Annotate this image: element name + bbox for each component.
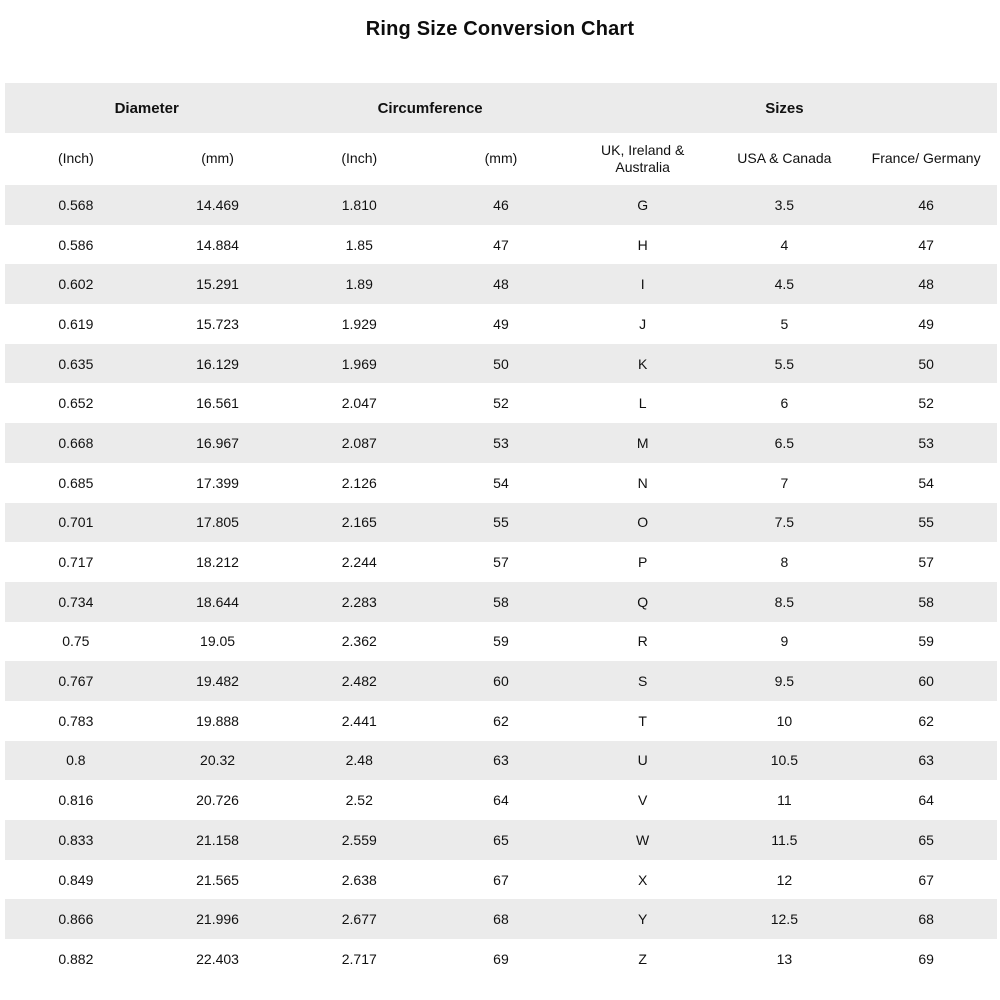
table-cell: V <box>637 792 648 809</box>
table-cell: 21.158 <box>196 831 239 848</box>
table-cell: 0.734 <box>58 593 94 610</box>
table-cell: 2.087 <box>341 434 377 451</box>
table-cell: 12.5 <box>770 911 798 928</box>
table-cell: W <box>636 831 650 848</box>
table-row <box>5 185 997 225</box>
table-cell: T <box>638 712 647 729</box>
column-header-diameter-mm: (mm) <box>201 150 234 167</box>
table-cell: 3.5 <box>774 196 795 213</box>
table-cell: 13 <box>776 950 793 967</box>
table-row <box>5 661 997 701</box>
table-cell: 5.5 <box>774 355 795 372</box>
table-cell: 2.48 <box>345 752 373 769</box>
table-cell: 54 <box>493 474 509 491</box>
table-row <box>5 701 997 741</box>
table-cell: 2.244 <box>341 554 377 571</box>
table-cell: M <box>636 434 649 451</box>
column-header-usa-canada: USA & Canada <box>737 150 832 167</box>
table-cell: 65 <box>493 831 509 848</box>
table-cell: 10.5 <box>770 752 798 769</box>
table-cell: 58 <box>493 593 509 610</box>
table-cell: R <box>637 633 648 650</box>
table-cell: 1.969 <box>341 355 377 372</box>
table-cell: 0.882 <box>58 950 94 967</box>
table-cell: 49 <box>918 315 934 332</box>
table-cell: 6.5 <box>774 434 795 451</box>
table-cell: 18.212 <box>196 554 239 571</box>
table-row <box>5 622 997 662</box>
table-cell: 21.996 <box>196 911 239 928</box>
table-cell: 53 <box>493 434 509 451</box>
column-header-circumference-inch: (Inch) <box>341 150 378 167</box>
table-row <box>5 344 997 384</box>
table-cell: 53 <box>918 434 934 451</box>
table-cell: 2.52 <box>345 792 373 809</box>
table-row <box>5 860 997 900</box>
table-cell: 69 <box>493 950 509 967</box>
table-cell: X <box>637 871 648 888</box>
table-cell: 64 <box>493 792 509 809</box>
column-header-uk-ireland-australia: UK, Ireland & Australia <box>601 141 685 175</box>
table-row <box>5 383 997 423</box>
table-cell: 7 <box>780 474 789 491</box>
table-cell: 47 <box>493 236 509 253</box>
table-row <box>5 423 997 463</box>
table-cell: 18.644 <box>196 593 239 610</box>
table-cell: 11.5 <box>771 831 798 848</box>
table-row <box>5 582 997 622</box>
table-cell: 69 <box>918 950 934 967</box>
table-cell: 0.652 <box>58 395 94 412</box>
table-cell: 2.126 <box>341 474 377 491</box>
table-cell: 19.482 <box>196 673 239 690</box>
table-cell: 8 <box>780 554 789 571</box>
table-row <box>5 304 997 344</box>
table-cell: 0.8 <box>66 752 86 769</box>
table-cell: 57 <box>493 554 509 571</box>
table-cell: P <box>637 554 648 571</box>
group-header-row <box>5 83 997 133</box>
table-cell: 2.362 <box>341 633 377 650</box>
table-cell: 17.399 <box>196 474 239 491</box>
table-body <box>5 185 997 979</box>
table-cell: 58 <box>918 593 934 610</box>
table-cell: 20.32 <box>200 752 236 769</box>
table-cell: 62 <box>493 712 509 729</box>
table-cell: 16.129 <box>196 355 239 372</box>
table-cell: 60 <box>918 673 934 690</box>
table-row <box>5 503 997 543</box>
table-cell: S <box>637 673 648 690</box>
table-cell: H <box>637 236 648 253</box>
table-cell: 47 <box>918 236 934 253</box>
table-cell: 0.866 <box>58 911 94 928</box>
table-cell: 0.602 <box>58 276 94 293</box>
table-cell: 63 <box>918 752 934 769</box>
table-cell: Z <box>638 950 647 967</box>
table-row <box>5 542 997 582</box>
table-cell: 59 <box>918 633 934 650</box>
table-cell: 63 <box>493 752 509 769</box>
table-cell: 17.805 <box>196 514 239 531</box>
table-row <box>5 225 997 265</box>
table-cell: 0.783 <box>58 712 94 729</box>
table-cell: 0.619 <box>58 315 94 332</box>
table-cell: 0.767 <box>58 673 94 690</box>
table-cell: 2.559 <box>341 831 377 848</box>
table-cell: 0.685 <box>58 474 94 491</box>
table-cell: 68 <box>493 911 509 928</box>
table-cell: 1.810 <box>341 196 377 213</box>
table-cell: 1.929 <box>341 315 377 332</box>
table-cell: 5 <box>780 315 789 332</box>
table-cell: 0.717 <box>58 554 94 571</box>
table-cell: 64 <box>918 792 934 809</box>
table-cell: 2.047 <box>341 395 377 412</box>
table-cell: L <box>638 395 647 412</box>
column-header-circumference-mm: (mm) <box>484 150 518 167</box>
table-cell: 6 <box>780 395 789 412</box>
table-row <box>5 780 997 820</box>
table-cell: 55 <box>918 514 934 531</box>
table-cell: 16.967 <box>196 434 239 451</box>
table-cell: 2.165 <box>341 514 377 531</box>
table-cell: 9 <box>780 633 789 650</box>
table-cell: 2.482 <box>341 673 377 690</box>
table-row <box>5 741 997 781</box>
table-cell: 57 <box>918 554 934 571</box>
table-cell: Y <box>637 911 648 928</box>
table-cell: 0.586 <box>58 236 94 253</box>
table-cell: 7.5 <box>774 514 795 531</box>
table-cell: 20.726 <box>196 792 239 809</box>
table-cell: Q <box>637 593 649 610</box>
table-cell: 15.723 <box>196 315 239 332</box>
table-row <box>5 264 997 304</box>
table-cell: 19.888 <box>196 712 239 729</box>
table-cell: 67 <box>493 871 509 888</box>
table-cell: 68 <box>918 911 934 928</box>
table-cell: 2.677 <box>341 911 377 928</box>
table-cell: N <box>637 474 648 491</box>
table-cell: 65 <box>918 831 934 848</box>
column-header-france-germany: France/ Germany <box>871 150 981 167</box>
table-cell: I <box>640 276 645 293</box>
table-cell: 55 <box>493 514 509 531</box>
table-cell: 16.561 <box>196 395 239 412</box>
table-cell: 50 <box>918 355 934 372</box>
table-cell: 12 <box>776 871 793 888</box>
table-cell: 4 <box>780 236 789 253</box>
table-cell: 0.849 <box>58 871 94 888</box>
table-cell: 54 <box>918 474 934 491</box>
table-cell: 0.816 <box>58 792 94 809</box>
table-cell: 50 <box>493 355 509 372</box>
table-cell: 0.635 <box>58 355 94 372</box>
table-cell: 14.884 <box>196 236 239 253</box>
table-cell: 59 <box>493 633 509 650</box>
table-cell: 22.403 <box>196 950 239 967</box>
table-cell: 62 <box>918 712 934 729</box>
table-cell: 46 <box>493 196 509 213</box>
group-header-circumference: Circumference <box>377 99 483 117</box>
page-title: Ring Size Conversion Chart <box>365 18 635 40</box>
table-cell: O <box>637 514 649 531</box>
table-row <box>5 939 997 979</box>
group-header-diameter: Diameter <box>114 99 179 117</box>
table-header <box>5 83 997 185</box>
table-cell: 67 <box>918 871 934 888</box>
table-cell: U <box>637 752 648 769</box>
table-cell: G <box>637 196 649 213</box>
table-cell: 0.833 <box>58 831 94 848</box>
table-cell: 19.05 <box>200 633 236 650</box>
table-cell: 0.701 <box>58 514 94 531</box>
table-cell: 11 <box>777 792 792 809</box>
table-cell: 1.85 <box>345 236 373 253</box>
table-row <box>5 820 997 860</box>
table-cell: 8.5 <box>774 593 795 610</box>
table-cell: 48 <box>918 276 934 293</box>
table-cell: 52 <box>493 395 509 412</box>
table-cell: 46 <box>918 196 934 213</box>
table-cell: 2.717 <box>341 950 377 967</box>
table-cell: 2.638 <box>341 871 377 888</box>
table-row <box>5 463 997 503</box>
column-header-diameter-inch: (Inch) <box>57 150 94 167</box>
table-cell: J <box>639 315 647 332</box>
table-cell: 0.668 <box>58 434 94 451</box>
table-cell: 48 <box>493 276 509 293</box>
table-cell: 0.568 <box>58 196 94 213</box>
table-cell: 1.89 <box>345 276 373 293</box>
table-cell: 4.5 <box>774 276 795 293</box>
table-cell: 52 <box>918 395 934 412</box>
table-cell: 10 <box>776 712 793 729</box>
table-cell: K <box>637 355 648 372</box>
group-header-sizes: Sizes <box>765 99 804 117</box>
conversion-table <box>5 83 997 979</box>
table-cell: 15.291 <box>196 276 239 293</box>
table-cell: 60 <box>493 673 509 690</box>
table-cell: 21.565 <box>196 871 239 888</box>
table-cell: 2.441 <box>341 712 377 729</box>
table-cell: 49 <box>493 315 509 332</box>
table-cell: 9.5 <box>774 673 795 690</box>
table-row <box>5 899 997 939</box>
table-cell: 2.283 <box>341 593 377 610</box>
table-cell: 14.469 <box>196 196 239 213</box>
sub-header-row <box>5 133 997 185</box>
table-cell: 0.75 <box>62 633 90 650</box>
